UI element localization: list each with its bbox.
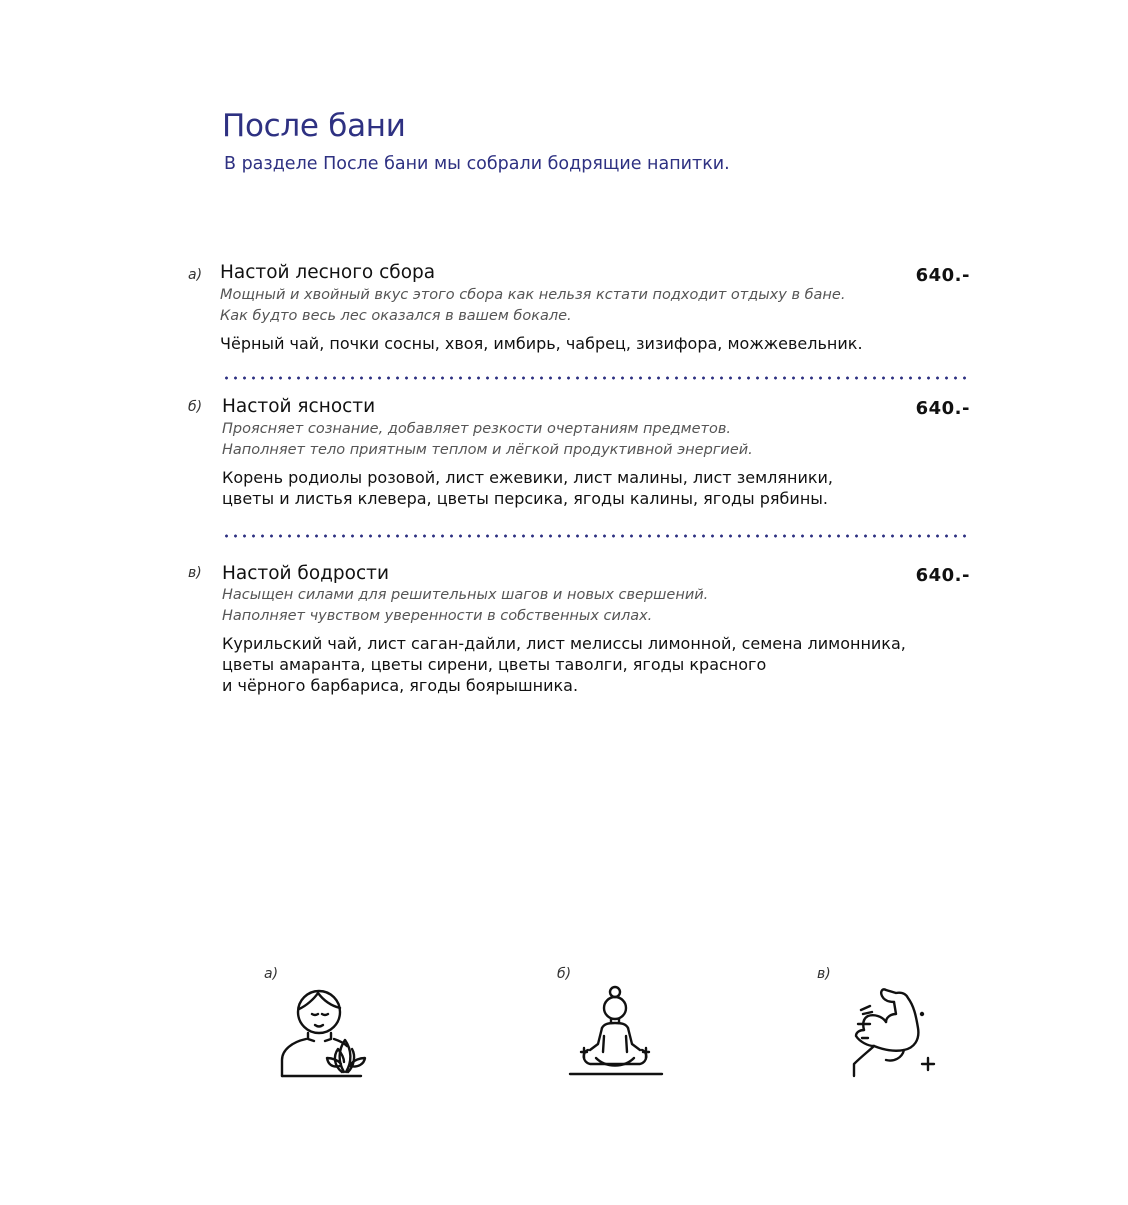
item-name: Настой ясности [222,396,376,417]
dotted-divider [222,534,970,538]
item-ingredients-line: Корень родиолы розовой, лист ежевики, лист малины, лист земляники, [222,468,833,487]
item-ingredients-line: цветы и листья клевера, цветы персика, ягоды калины, ягоды рябины. [222,489,828,508]
item-marker: а) [188,267,203,283]
item-description-line: Мощный и хвойный вкус этого сбора как нельзя кстати подходит отдыху в бане. [220,287,846,303]
item-description-line: Как будто весь лес оказался в вашем бокале. [220,308,572,324]
icon-label: б) [557,966,572,982]
item-marker: в) [188,565,202,581]
icon-label: в) [817,966,831,982]
item-price: 640.- [915,565,970,586]
item-price: 640.- [915,265,970,286]
item-marker: б) [188,399,203,415]
item-name: Настой лесного сбора [220,262,436,283]
dotted-divider [222,376,970,380]
item-description-line: Наполняет чувством уверенности в собственных силах. [222,608,653,624]
strong-arm-icon [848,984,940,1080]
item-description-line: Проясняет сознание, добавляет резкости очертаниям предметов. [222,421,732,437]
woman-lotus-icon [278,984,372,1080]
icon-label: а) [264,966,279,982]
item-price: 640.- [915,398,970,419]
item-name: Настой бодрости [222,563,389,584]
item-description-line: Насыщен силами для решительных шагов и новых свершений. [222,587,709,603]
page-title: После бани [222,108,406,144]
item-ingredients-line: и чёрного барбариса, ягоды боярышника. [222,676,579,695]
meditation-icon [568,984,664,1080]
item-ingredients-line: Курильский чай, лист саган-дайли, лист мелиссы лимонной, семена лимонника, [222,634,906,653]
page-subtitle: В разделе После бани мы собрали бодрящие напитки. [224,154,730,174]
item-description-line: Наполняет тело приятным теплом и лёгкой продуктивной энергией. [222,442,753,458]
item-ingredients-line: Чёрный чай, почки сосны, хвоя, имбирь, чабрец, зизифора, можжевельник. [220,334,863,353]
item-ingredients-line: цветы амаранта, цветы сирени, цветы таволги, ягоды красного [222,655,767,674]
